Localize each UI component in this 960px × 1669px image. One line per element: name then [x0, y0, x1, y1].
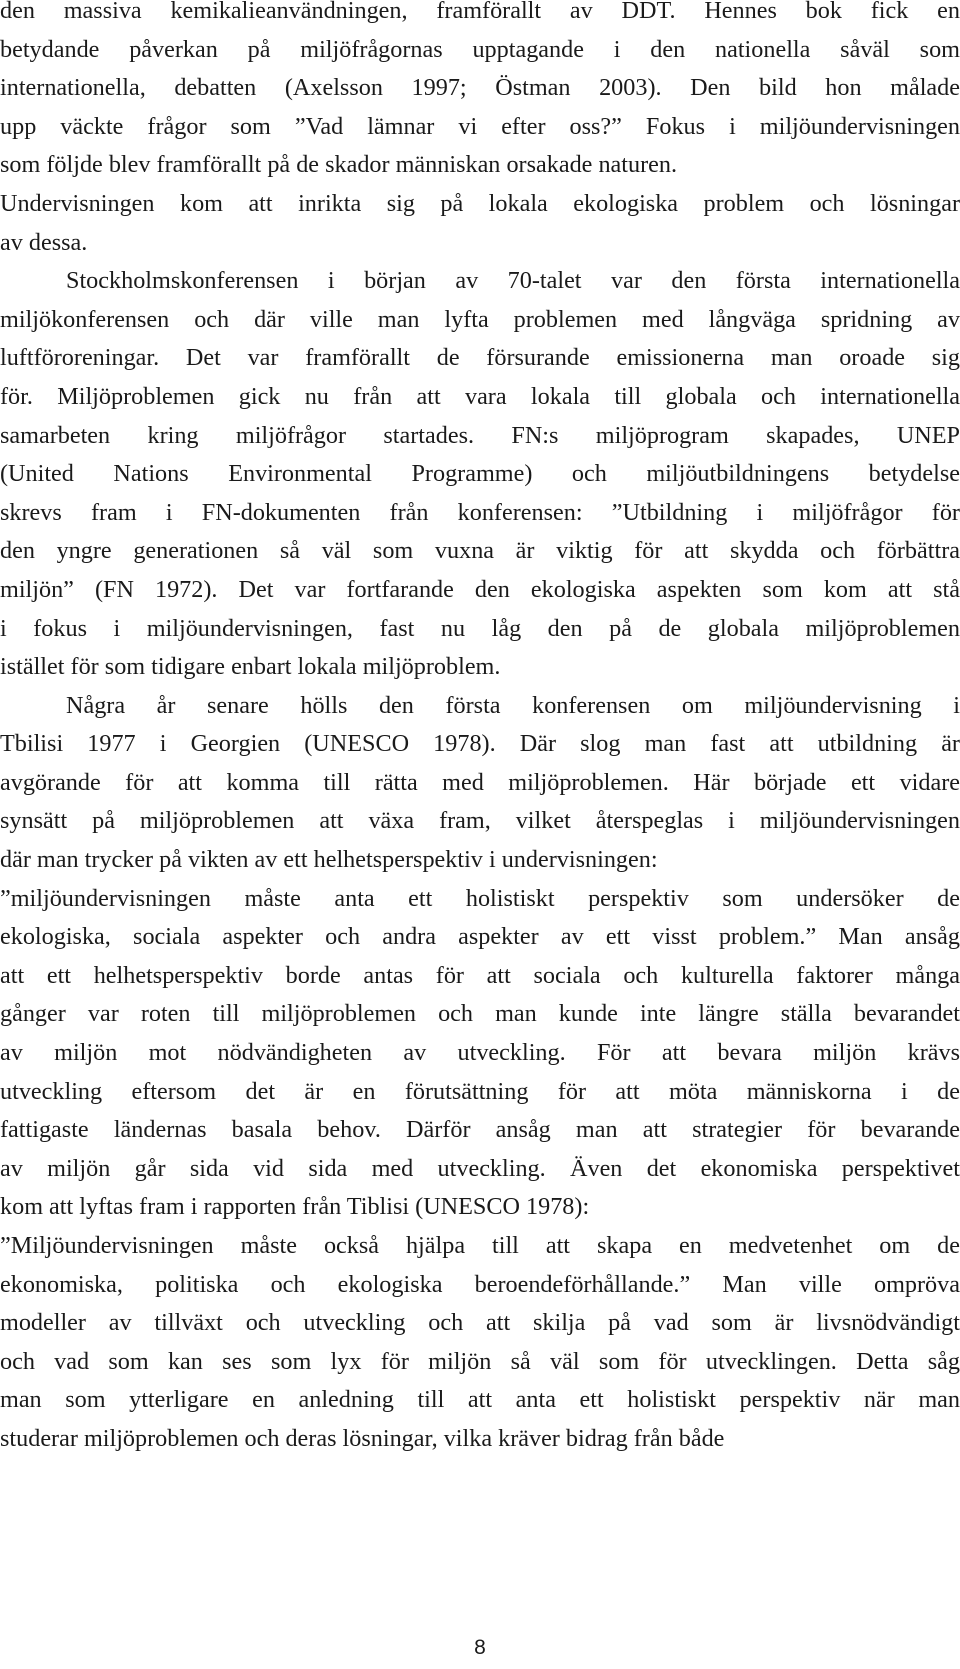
text-line: den yngre generationen så väl som vuxna är viktig för att skydda och förbättra	[0, 537, 960, 565]
text-line: miljön” (FN 1972). Det var fortfarande den ekologiska aspekten som kom att stå	[0, 575, 960, 603]
text-line: avgörande för att komma till rätta med miljöproblemen. Här började ett vidare	[0, 768, 960, 796]
text-line: där man trycker på vikten av ett helhetsperspektiv i undervisningen:	[0, 846, 658, 874]
text-line: Några år senare hölls den första konferensen om miljöundervisning i	[66, 691, 960, 719]
text-line: kom att lyftas fram i rapporten från Tiblisi (UNESCO 1978):	[0, 1193, 590, 1221]
text-line: luftföroreningar. Det var framförallt de försurande emissionerna man oroade sig	[0, 344, 960, 372]
text-line: för. Miljöproblemen gick nu från att vara lokala till globala och internationella	[0, 382, 960, 410]
text-line: av miljön går sida vid sida med utveckling. Även det ekonomiska perspektivet	[0, 1154, 960, 1182]
text-line: upp väckte frågor som ”Vad lämnar vi efter oss?” Fokus i miljöundervisningen	[0, 112, 960, 140]
text-line: att ett helhetsperspektiv borde antas för att sociala och kulturella faktorer många	[0, 961, 960, 989]
text-line: man som ytterligare en anledning till att anta ett holistiskt perspektiv när man	[0, 1386, 960, 1414]
text-line: studerar miljöproblemen och deras lösningar, vilka kräver bidrag från både	[0, 1424, 725, 1452]
text-line: Tbilisi 1977 i Georgien (UNESCO 1978). Där slog man fast att utbildning är	[0, 730, 960, 758]
page-number: 8	[474, 1636, 486, 1659]
text-line: i fokus i miljöundervisningen, fast nu låg den på de globala miljöproblemen	[0, 614, 960, 642]
text-line: modeller av tillväxt och utveckling och att skilja på vad som är livsnödvändigt	[0, 1309, 960, 1337]
text-line: av miljön mot nödvändigheten av utveckling. För att bevara miljön krävs	[0, 1039, 960, 1067]
text-line: internationella, debatten (Axelsson 1997; Östman 2003). Den bild hon målade	[0, 74, 960, 102]
text-line: istället för som tidigare enbart lokala miljöproblem.	[0, 653, 501, 681]
text-line: fattigaste ländernas basala behov. Därför ansåg man att strategier för bevarande	[0, 1116, 960, 1144]
text-line: ekonomiska, politiska och ekologiska beroendeförhållande.” Man ville ompröva	[0, 1270, 960, 1298]
text-line: Stockholmskonferensen i början av 70-talet var den första internationella	[66, 267, 960, 295]
text-line: och vad som kan ses som lyx för miljön så väl som för utvecklingen. Detta såg	[0, 1347, 960, 1375]
text-line: ekologiska, sociala aspekter och andra aspekter av ett visst problem.” Man ansåg	[0, 923, 960, 951]
text-line: gånger var roten till miljöproblemen och man kunde inte längre ställa bevarandet	[0, 1000, 960, 1028]
text-line: av dessa.	[0, 228, 88, 256]
text-line: Undervisningen kom att inrikta sig på lokala ekologiska problem och lösningar	[0, 189, 960, 217]
text-line: miljökonferensen och där ville man lyfta problemen med långväga spridning av	[0, 305, 960, 333]
text-line: skrevs fram i FN-dokumenten från konferensen: ”Utbildning i miljöfrågor för	[0, 498, 960, 526]
text-line: den massiva kemikalieanvändningen, framförallt av DDT. Hennes bok fick en	[0, 0, 960, 24]
text-line: utveckling eftersom det är en förutsättning för att möta människorna i de	[0, 1077, 960, 1105]
text-line: (United Nations Environmental Programme) och miljöutbildningens betydelse	[0, 460, 960, 488]
text-line: som följde blev framförallt på de skador människan orsakade naturen.	[0, 151, 678, 179]
text-line: ”miljöundervisningen måste anta ett holistiskt perspektiv som undersöker de	[0, 884, 960, 912]
text-line: betydande påverkan på miljöfrågornas upptagande i den nationella såväl som	[0, 35, 960, 63]
text-line: ”Miljöundervisningen måste också hjälpa till att skapa en medvetenhet om de	[0, 1232, 960, 1259]
text-line: samarbeten kring miljöfrågor startades. FN:s miljöprogram skapades, UNEP	[0, 421, 960, 449]
text-line: synsätt på miljöproblemen att växa fram, vilket återspeglas i miljöundervisningen	[0, 807, 960, 835]
